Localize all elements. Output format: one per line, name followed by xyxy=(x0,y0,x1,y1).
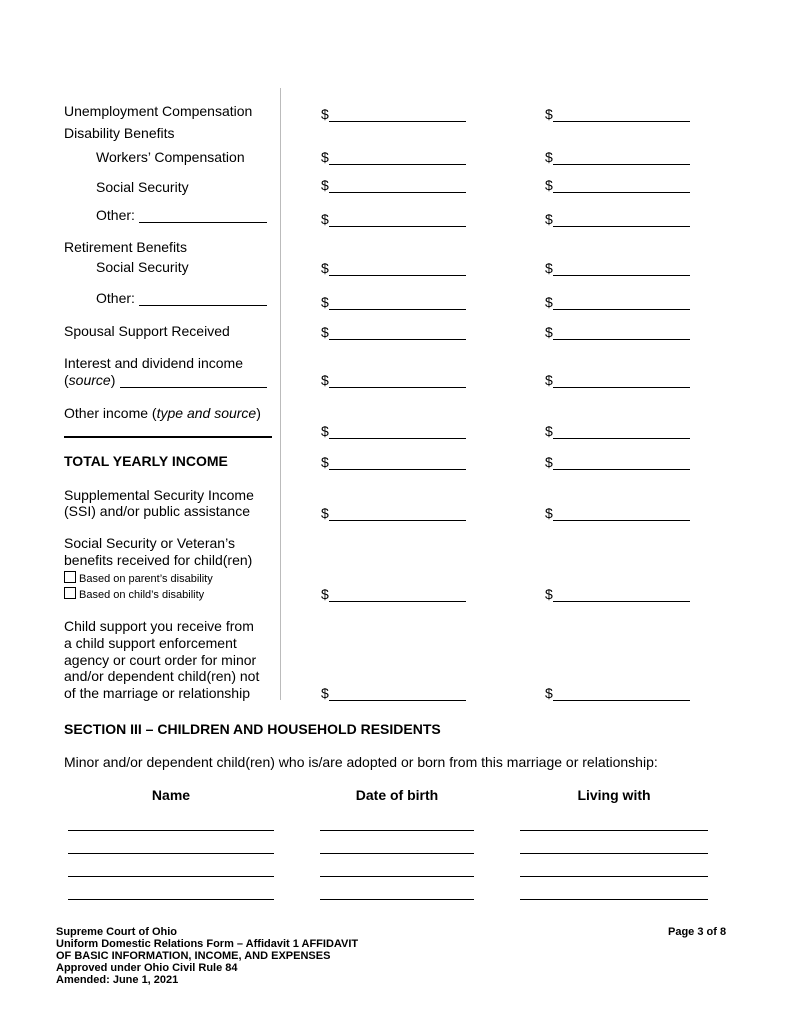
other-income-suffix: ) xyxy=(256,405,261,421)
source-text: source xyxy=(68,372,111,388)
label-disability-header: Disability Benefits xyxy=(64,125,175,141)
amount-blank[interactable] xyxy=(329,686,466,701)
column-divider xyxy=(280,88,281,700)
amount-field[interactable] xyxy=(545,260,690,276)
label-retirement-header: Retirement Benefits xyxy=(64,239,187,255)
amount-field[interactable] xyxy=(321,177,466,193)
dollar-sign: $ xyxy=(321,177,329,193)
label-spousal-support: Spousal Support Received xyxy=(64,323,230,339)
footer-form-line2: OF BASIC INFORMATION, INCOME, AND EXPENSES xyxy=(56,950,331,962)
dollar-sign: $ xyxy=(545,149,553,165)
child-name-line[interactable] xyxy=(68,899,274,900)
checkbox-parent-disability[interactable] xyxy=(64,571,76,583)
amount-blank[interactable] xyxy=(553,178,690,193)
amount-blank[interactable] xyxy=(553,373,690,388)
dollar-sign: $ xyxy=(321,260,329,276)
dollar-sign: $ xyxy=(545,423,553,439)
amount-field[interactable] xyxy=(321,211,466,227)
amount-field[interactable] xyxy=(321,260,466,276)
footer-form-line1: Uniform Domestic Relations Form – Affidavit 1 AFFIDAVIT xyxy=(56,938,359,950)
amount-field[interactable] xyxy=(545,149,690,165)
amount-blank[interactable] xyxy=(553,295,690,310)
col-header-dob: Date of birth xyxy=(355,787,439,803)
amount-blank[interactable] xyxy=(329,150,466,165)
amount-blank[interactable] xyxy=(329,424,466,439)
dollar-sign: $ xyxy=(321,294,329,310)
paren: ) xyxy=(110,372,116,388)
checkbox-child-disability[interactable] xyxy=(64,587,76,599)
amount-blank[interactable] xyxy=(329,178,466,193)
checkbox-child-row[interactable] xyxy=(64,587,204,602)
child-name-line[interactable] xyxy=(68,830,274,831)
other-income-type: type and source xyxy=(156,405,257,421)
dollar-sign: $ xyxy=(321,106,329,122)
amount-blank[interactable] xyxy=(329,325,466,340)
dollar-sign: $ xyxy=(321,211,329,227)
amount-blank[interactable] xyxy=(329,261,466,276)
dollar-sign: $ xyxy=(321,324,329,340)
dollar-sign: $ xyxy=(545,106,553,122)
label-cs-line2: a child support enforcement xyxy=(64,635,237,651)
dollar-sign: $ xyxy=(545,294,553,310)
label-interest-line1: Interest and dividend income xyxy=(64,355,243,371)
amount-field[interactable] xyxy=(321,685,466,701)
child-living-line[interactable] xyxy=(520,876,708,877)
label-other-retirement xyxy=(96,290,267,306)
amount-field[interactable] xyxy=(545,324,690,340)
dollar-sign: $ xyxy=(545,505,553,521)
amount-blank[interactable] xyxy=(329,212,466,227)
amount-blank[interactable] xyxy=(329,295,466,310)
footer-approved: Approved under Ohio Civil Rule 84 xyxy=(56,962,238,974)
amount-field[interactable] xyxy=(321,372,466,388)
amount-field[interactable] xyxy=(545,294,690,310)
amount-blank[interactable] xyxy=(329,455,466,470)
amount-blank[interactable] xyxy=(553,212,690,227)
amount-field[interactable] xyxy=(321,423,466,439)
other-label-text: Other: xyxy=(96,207,135,223)
amount-blank[interactable] xyxy=(553,686,690,701)
amount-blank[interactable] xyxy=(329,373,466,388)
child-dob-line[interactable] xyxy=(320,876,474,877)
paren: ( xyxy=(64,372,69,388)
col-header-name: Name xyxy=(151,787,191,803)
amount-blank[interactable] xyxy=(329,506,466,521)
amount-field[interactable] xyxy=(321,324,466,340)
amount-field[interactable] xyxy=(545,372,690,388)
dollar-sign: $ xyxy=(321,423,329,439)
label-retirement-ss: Social Security xyxy=(96,259,189,275)
label-other-disability xyxy=(96,207,267,223)
other-income-field[interactable] xyxy=(64,436,272,438)
checkbox-child-label: Based on child’s disability xyxy=(79,589,205,601)
amount-blank[interactable] xyxy=(553,325,690,340)
checkbox-parent-label: Based on parent’s disability xyxy=(79,573,213,585)
footer-court: Supreme Court of Ohio xyxy=(56,926,177,938)
footer-amended: Amended: June 1, 2021 xyxy=(56,974,179,986)
amount-field[interactable] xyxy=(321,505,466,521)
label-cs-line1: Child support you receive from xyxy=(64,618,254,634)
dollar-sign: $ xyxy=(321,505,329,521)
label-workers-comp: Workers’ Compensation xyxy=(96,149,245,165)
amount-field[interactable] xyxy=(545,177,690,193)
label-interest-source xyxy=(64,372,267,388)
other-label-text: Other: xyxy=(96,290,135,306)
amount-field[interactable] xyxy=(321,294,466,310)
dollar-sign: $ xyxy=(545,211,553,227)
amount-blank[interactable] xyxy=(553,506,690,521)
amount-field[interactable] xyxy=(545,685,690,701)
label-unemployment: Unemployment Compensation xyxy=(64,103,253,119)
child-name-line[interactable] xyxy=(68,853,274,854)
section3-intro: Minor and/or dependent child(ren) who is/are adopted or born from this marriage or relationship: xyxy=(64,754,658,770)
label-cs-line5: of the marriage or relationship xyxy=(64,685,250,701)
other-income-prefix: Other income ( xyxy=(64,405,157,421)
dollar-sign: $ xyxy=(321,149,329,165)
child-name-line[interactable] xyxy=(68,876,274,877)
amount-field[interactable] xyxy=(545,211,690,227)
amount-field-total[interactable] xyxy=(321,454,466,470)
dollar-sign: $ xyxy=(321,372,329,388)
amount-field[interactable] xyxy=(545,423,690,439)
label-social-security: Social Security xyxy=(96,179,189,195)
section3-title: SECTION III – CHILDREN AND HOUSEHOLD RESIDENTS xyxy=(64,721,441,737)
amount-field-total[interactable] xyxy=(545,454,690,470)
label-total-yearly-income: TOTAL YEARLY INCOME xyxy=(64,453,228,469)
dollar-sign: $ xyxy=(545,454,553,470)
label-ssi-line1: Supplemental Security Income xyxy=(64,487,254,503)
amount-blank[interactable] xyxy=(553,107,690,122)
child-dob-line[interactable] xyxy=(320,853,474,854)
col-header-living: Living with xyxy=(577,787,651,803)
amount-field[interactable] xyxy=(545,505,690,521)
child-living-line[interactable] xyxy=(520,899,708,900)
amount-blank[interactable] xyxy=(553,455,690,470)
dollar-sign: $ xyxy=(545,586,553,602)
amount-field[interactable] xyxy=(321,106,466,122)
amount-field[interactable] xyxy=(545,106,690,122)
dollar-sign: $ xyxy=(545,260,553,276)
amount-blank[interactable] xyxy=(553,424,690,439)
other-retirement-field[interactable] xyxy=(139,292,267,306)
footer-page-number: Page 3 of 8 xyxy=(668,926,727,938)
child-living-line[interactable] xyxy=(520,830,708,831)
other-disability-field[interactable] xyxy=(139,209,267,223)
amount-blank[interactable] xyxy=(329,107,466,122)
label-ssi-line2: (SSI) and/or public assistance xyxy=(64,503,250,519)
child-living-line[interactable] xyxy=(520,853,708,854)
dollar-sign: $ xyxy=(545,324,553,340)
interest-source-field[interactable] xyxy=(120,374,267,388)
child-dob-line[interactable] xyxy=(320,899,474,900)
dollar-sign: $ xyxy=(321,586,329,602)
amount-blank[interactable] xyxy=(553,587,690,602)
dollar-sign: $ xyxy=(321,685,329,701)
amount-field[interactable] xyxy=(545,586,690,602)
label-ssvet-line1: Social Security or Veteran’s xyxy=(64,535,235,551)
dollar-sign: $ xyxy=(545,177,553,193)
amount-blank[interactable] xyxy=(553,150,690,165)
label-ssvet-line2: benefits received for child(ren) xyxy=(64,552,253,568)
label-cs-line3: agency or court order for minor xyxy=(64,652,257,668)
dollar-sign: $ xyxy=(545,685,553,701)
amount-field[interactable] xyxy=(321,586,466,602)
amount-blank[interactable] xyxy=(553,261,690,276)
label-cs-line4: and/or dependent child(ren) not xyxy=(64,668,260,684)
child-dob-line[interactable] xyxy=(320,830,474,831)
dollar-sign: $ xyxy=(321,454,329,470)
amount-blank[interactable] xyxy=(329,587,466,602)
label-other-income xyxy=(64,405,261,421)
checkbox-parent-row[interactable] xyxy=(64,571,213,586)
amount-field[interactable] xyxy=(321,149,466,165)
dollar-sign: $ xyxy=(545,372,553,388)
